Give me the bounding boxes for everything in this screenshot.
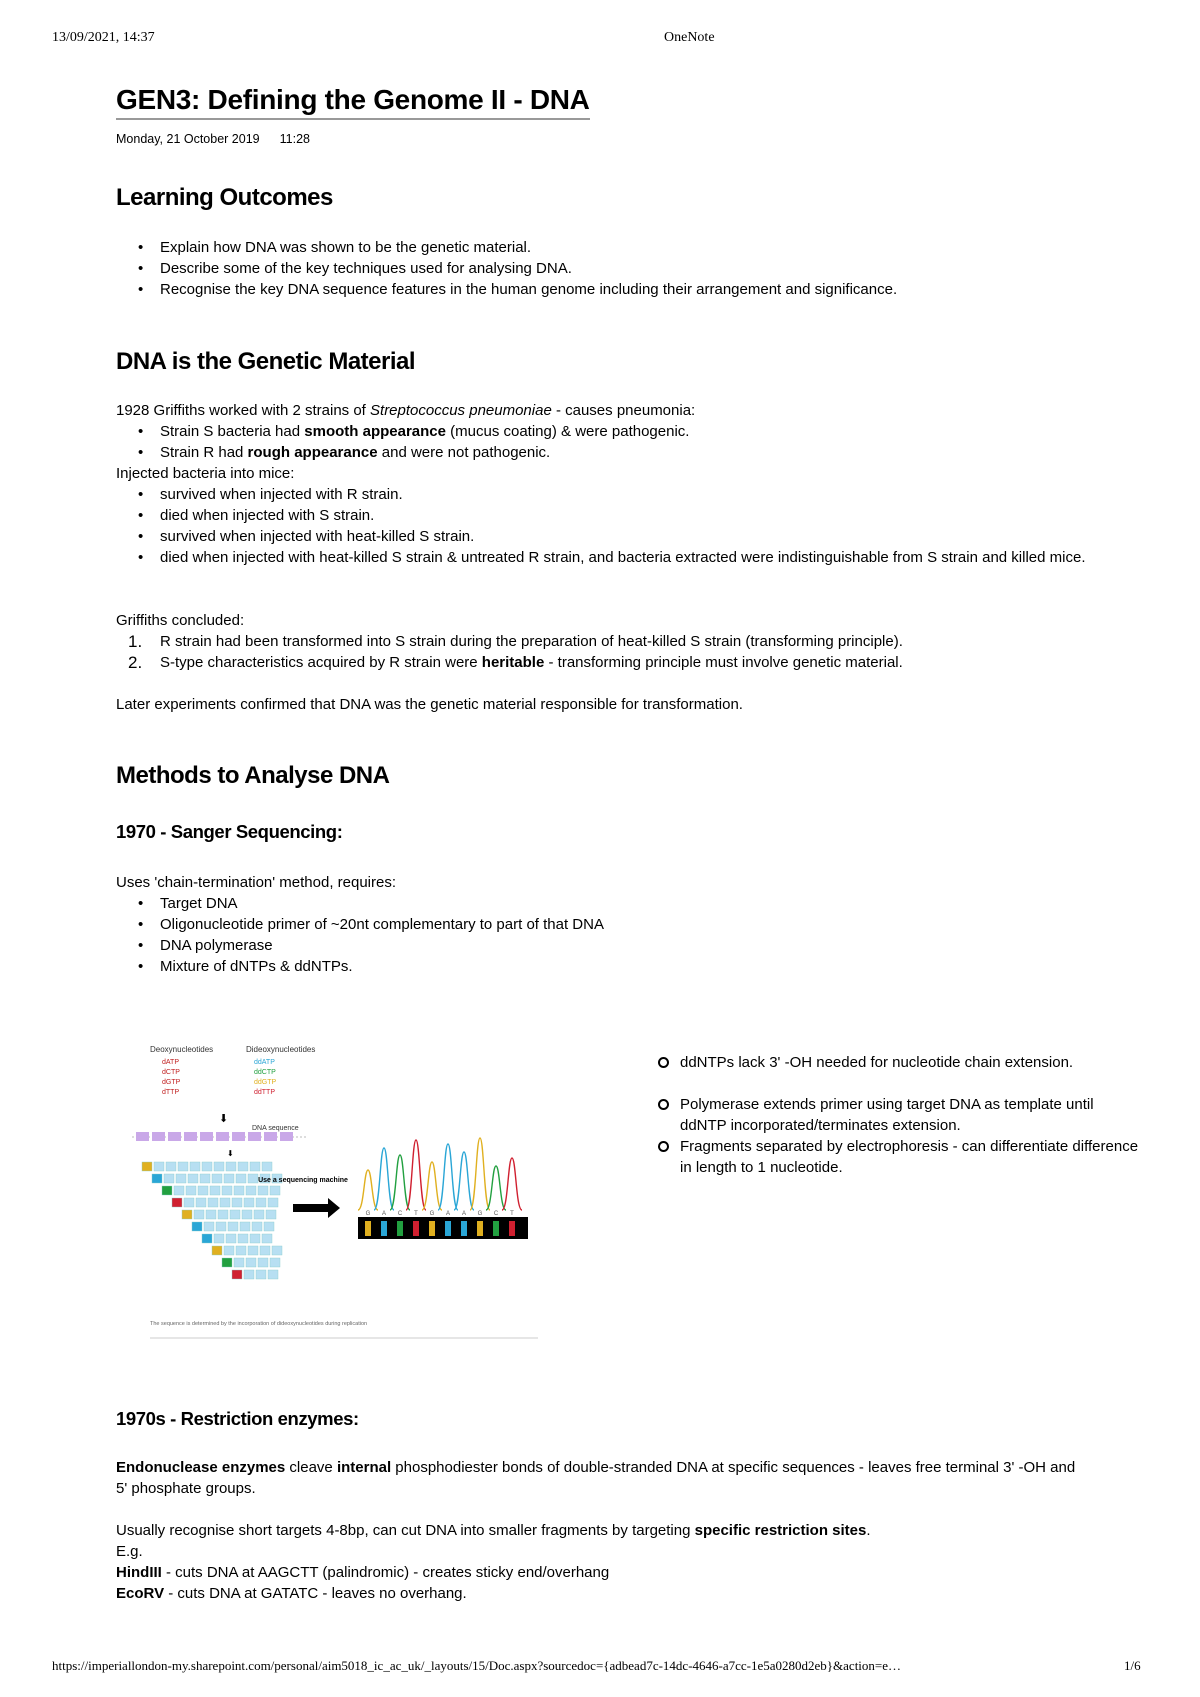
usually-text (116, 1520, 871, 1541)
readout-band (445, 1221, 451, 1236)
fragment-box (224, 1174, 234, 1183)
hindiii-line (116, 1562, 609, 1583)
fragment-box (206, 1210, 216, 1219)
conclusion-1 (128, 631, 903, 652)
strain-r-text-end: and were not pathogenic. (377, 444, 551, 461)
fragment-box (228, 1222, 238, 1231)
heritable-bold: heritable (481, 654, 545, 671)
fragment-box (178, 1162, 188, 1171)
page-url: https://imperiallondon-my.sharepoint.com/personal/aim5018_ic_ac_uk/_layouts/15/Doc.aspx?sourcedoc={adbead7c-14dc-4646-a7cc-1e5a0280d2eb}&action=e… (52, 1658, 902, 1673)
fragment-box (268, 1270, 278, 1279)
ddntp-label: ddGTP (254, 1079, 277, 1086)
fragment-box (250, 1162, 260, 1171)
dntp-label: dCTP (162, 1069, 180, 1076)
ddntp-label: ddTTP (254, 1089, 276, 1096)
fragment-box (224, 1246, 234, 1255)
template-box (232, 1132, 245, 1141)
strain-r-text: Strain R had (160, 444, 248, 461)
fragment-box (174, 1186, 184, 1195)
list-item (160, 421, 1130, 442)
fragment-box (238, 1234, 248, 1243)
endonuclease-bold: Endonuclease enzymes (116, 1459, 286, 1476)
fragment-box (222, 1186, 232, 1195)
page-date (116, 132, 310, 146)
fragment-box (222, 1258, 232, 1267)
fragment-box (244, 1270, 254, 1279)
fragment-box (190, 1162, 200, 1171)
conclusion-text: S-type characteristics acquired by R strain were (160, 654, 482, 671)
fragment-box (234, 1186, 244, 1195)
list-item: • DNA polymerase (160, 935, 1130, 956)
fragment-box (210, 1186, 220, 1195)
fragment-box (176, 1174, 186, 1183)
fragment-box (242, 1210, 252, 1219)
fragment-box (214, 1234, 224, 1243)
right-arrow-icon (293, 1198, 340, 1218)
fragment-box (266, 1210, 276, 1219)
template-box (248, 1132, 261, 1141)
injected-text: Injected bacteria into mice: (116, 465, 295, 482)
time-value: 11:28 (279, 132, 310, 146)
template-box (184, 1132, 197, 1141)
conclusion-text-end: - transforming principle must involve genetic material. (544, 654, 903, 671)
conclusion-number: 2. (128, 653, 143, 672)
readout-letter: A (381, 1211, 387, 1217)
readout-band (413, 1221, 419, 1236)
fragment-box (152, 1174, 162, 1183)
fragment-box (246, 1186, 256, 1195)
dideoxy-label: Dideoxynucleotides (246, 1045, 316, 1054)
griffiths-concluded: Griffiths concluded: (116, 612, 245, 629)
dntp-label: dATP (162, 1059, 179, 1066)
figure-caption: The sequence is determined by the incorporation of dideoxynucleotides during replication (150, 1321, 368, 1327)
methods-heading: Methods to Analyse DNA (116, 762, 390, 789)
fragment-box (270, 1258, 280, 1267)
fragment-box (240, 1222, 250, 1231)
chromatogram-peak (422, 1162, 442, 1210)
sanger-note: ddNTPs lack 3' -OH needed for nucleotide chain extension. (680, 1052, 1140, 1073)
fragment-box (262, 1162, 272, 1171)
fragment-box (236, 1174, 246, 1183)
list-item: • Recognise the key DNA sequence features in the human genome including their arrangement and significance. (160, 279, 1130, 300)
dntp-label: dGTP (162, 1079, 181, 1086)
readout-letter: G (429, 1211, 435, 1217)
fragment-box (268, 1198, 278, 1207)
fragment-box (198, 1186, 208, 1195)
fragment-box (192, 1222, 202, 1231)
conclusion-text: R strain had been transformed into S strain during the preparation of heat-killed S strain (transforming principle). (160, 633, 903, 650)
usually-text-end: . (866, 1522, 871, 1539)
fragment-box (258, 1258, 268, 1267)
fragment-box (270, 1186, 280, 1195)
list-item: • Oligonucleotide primer of ~20nt complementary to part of that DNA (160, 914, 1130, 935)
fragment-box (184, 1198, 194, 1207)
eg-text: E.g. (116, 1543, 143, 1560)
fragment-box (260, 1246, 270, 1255)
chromatogram-peak (470, 1138, 490, 1210)
chromatogram-peak (486, 1166, 506, 1210)
readout-band (461, 1221, 467, 1236)
readout-band (493, 1221, 499, 1236)
fragment-box (232, 1198, 242, 1207)
fragment-box (182, 1210, 192, 1219)
fragment-box (212, 1246, 222, 1255)
fragment-box (230, 1210, 240, 1219)
fragment-box (212, 1174, 222, 1183)
machine-label: Use a sequencing machine (258, 1177, 348, 1184)
list-item (160, 442, 1130, 463)
strain-r-bold: rough appearance (247, 444, 378, 461)
fragment-box (202, 1162, 212, 1171)
dna-genetic-heading: DNA is the Genetic Material (116, 348, 416, 375)
endo-text: cleave (285, 1459, 337, 1476)
small-down-arrow-icon: ⬇ (227, 1149, 234, 1158)
hindiii-bold: HindIII (116, 1564, 162, 1581)
chromatogram-peak (454, 1152, 474, 1210)
strain-s-text: Strain S bacteria had (160, 423, 305, 440)
intro-text-end: - causes pneumonia: (551, 402, 696, 419)
chromatogram-peak (406, 1140, 426, 1210)
fragment-box (226, 1162, 236, 1171)
dna-sequence-label: DNA sequence (252, 1125, 299, 1132)
restriction-heading: 1970s - Restriction enzymes: (116, 1408, 359, 1429)
fragment-box (200, 1174, 210, 1183)
fragment-box (236, 1246, 246, 1255)
list-item: • Describe some of the key techniques used for analysing DNA. (160, 258, 1130, 279)
template-box (216, 1132, 229, 1141)
fragment-box (252, 1222, 262, 1231)
readout-letter: T (510, 1211, 514, 1217)
fragment-box (166, 1162, 176, 1171)
readout-letter: A (461, 1211, 467, 1217)
template-box (136, 1132, 149, 1141)
sanger-note: Fragments separated by electrophoresis - can differentiate difference in length to 1 nucleotide. (680, 1138, 1139, 1176)
strain-s-text-end: (mucus coating) & were pathogenic. (445, 423, 690, 440)
fragment-box (234, 1258, 244, 1267)
griffiths-intro (116, 400, 695, 421)
fragment-box (172, 1198, 182, 1207)
conclusion-number: 1. (128, 632, 143, 651)
down-arrow-icon: ⬇ (219, 1113, 229, 1125)
readout-band (365, 1221, 371, 1236)
uses-text: Uses 'chain-termination' method, requires: (116, 874, 397, 891)
ddntp-label: ddATP (254, 1059, 275, 1066)
intro-text: 1928 Griffiths worked with 2 strains of (116, 402, 371, 419)
sanger-note: Polymerase extends primer using target DNA as template until ddNTP incorporated/terminates extension. (680, 1094, 1140, 1136)
conclusion-2 (128, 652, 903, 673)
fragment-box (186, 1186, 196, 1195)
fragment-box (162, 1186, 172, 1195)
template-box (200, 1132, 213, 1141)
print-datetime: 13/09/2021, 14:37 (52, 30, 155, 45)
readout-band (477, 1221, 483, 1236)
template-box (168, 1132, 181, 1141)
fragment-box (262, 1234, 272, 1243)
list-item: • Mixture of dNTPs & ddNTPs. (160, 956, 1130, 977)
ddntp-label: ddCTP (254, 1069, 276, 1076)
fragment-box (204, 1222, 214, 1231)
ecorv-line (116, 1583, 467, 1604)
deoxy-label: Deoxynucleotides (150, 1045, 214, 1054)
template-box (280, 1132, 293, 1141)
fragment-box (258, 1186, 268, 1195)
fragment-box (256, 1270, 266, 1279)
fragment-box (272, 1246, 282, 1255)
fragment-box (154, 1162, 164, 1171)
internal-bold: internal (336, 1459, 392, 1476)
readout-letter: G (365, 1211, 371, 1217)
fragment-box (208, 1198, 218, 1207)
list-item: • died when injected with heat-killed S strain & untreated R strain, and bacteria extracted were indistinguishable from S strain and killed mice. (160, 547, 1130, 568)
sanger-heading: 1970 - Sanger Sequencing: (116, 821, 343, 842)
fragment-box (196, 1198, 206, 1207)
ecorv-text: - cuts DNA at GATATC - leaves no overhang. (164, 1585, 467, 1602)
fragment-box (188, 1174, 198, 1183)
template-box (152, 1132, 165, 1141)
list-item: • survived when injected with heat-killed S strain. (160, 526, 1130, 547)
fragment-box (216, 1222, 226, 1231)
endonuclease-text (116, 1457, 1076, 1499)
fragment-box (250, 1234, 260, 1243)
endo-text-end: phosphodiester bonds of double-stranded DNA at specific sequences - leaves free terminal 3' -OH and 5' phosphate groups. (116, 1459, 1076, 1497)
list-item: • Target DNA (160, 893, 1130, 914)
chromatogram-peak (390, 1155, 410, 1210)
readout-letter: C (493, 1211, 499, 1217)
usually-text-start: Usually recognise short targets 4-8bp, can cut DNA into smaller fragments by targeting (116, 1522, 695, 1539)
species-name: Streptococcus pneumoniae (370, 402, 552, 419)
dntp-label: dTTP (162, 1089, 180, 1096)
fragment-box (254, 1210, 264, 1219)
readout-band (509, 1221, 515, 1236)
fragment-box (248, 1246, 258, 1255)
list-item: • survived when injected with R strain. (160, 484, 1130, 505)
fragment-box (142, 1162, 152, 1171)
restriction-sites-bold: specific restriction sites (694, 1522, 867, 1539)
app-name: OneNote (664, 30, 715, 45)
chromatogram-peak (438, 1144, 458, 1210)
fragment-box (226, 1234, 236, 1243)
strain-s-bold: smooth appearance (304, 423, 446, 440)
readout-band (429, 1221, 435, 1236)
template-box (264, 1132, 277, 1141)
fragment-box (238, 1162, 248, 1171)
readout-band (381, 1221, 387, 1236)
chromatogram-peak (502, 1158, 522, 1210)
fragment-box (194, 1210, 204, 1219)
chromatogram-peak (374, 1148, 394, 1210)
page-title: GEN3: Defining the Genome II - DNA (116, 84, 590, 120)
fragment-box (218, 1210, 228, 1219)
list-item: • died when injected with S strain. (160, 505, 1130, 526)
later-experiments: Later experiments confirmed that DNA was the genetic material responsible for transformation. (116, 696, 743, 713)
page-number: 1/6 (1124, 1658, 1141, 1673)
ecorv-bold: EcoRV (116, 1585, 165, 1602)
fragment-box (202, 1234, 212, 1243)
fragment-box (244, 1198, 254, 1207)
fragment-box (256, 1198, 266, 1207)
learning-outcomes-heading: Learning Outcomes (116, 184, 333, 211)
list-item: • Explain how DNA was shown to be the genetic material. (160, 237, 1130, 258)
date-value: Monday, 21 October 2019 (116, 132, 260, 146)
fragment-box (264, 1222, 274, 1231)
fragment-box (232, 1270, 242, 1279)
readout-letter: C (397, 1211, 403, 1217)
readout-letter: G (477, 1211, 483, 1217)
fragment-box (246, 1258, 256, 1267)
hindiii-text: - cuts DNA at AAGCTT (palindromic) - creates sticky end/overhang (161, 1564, 610, 1581)
readout-band (397, 1221, 403, 1236)
fragment-box (214, 1162, 224, 1171)
fragment-box (248, 1174, 258, 1183)
sanger-figure (128, 1042, 588, 1352)
chromatogram-peak (358, 1170, 378, 1210)
fragment-box (220, 1198, 230, 1207)
readout-letter: T (414, 1211, 418, 1217)
fragment-box (164, 1174, 174, 1183)
readout-letter: A (445, 1211, 451, 1217)
